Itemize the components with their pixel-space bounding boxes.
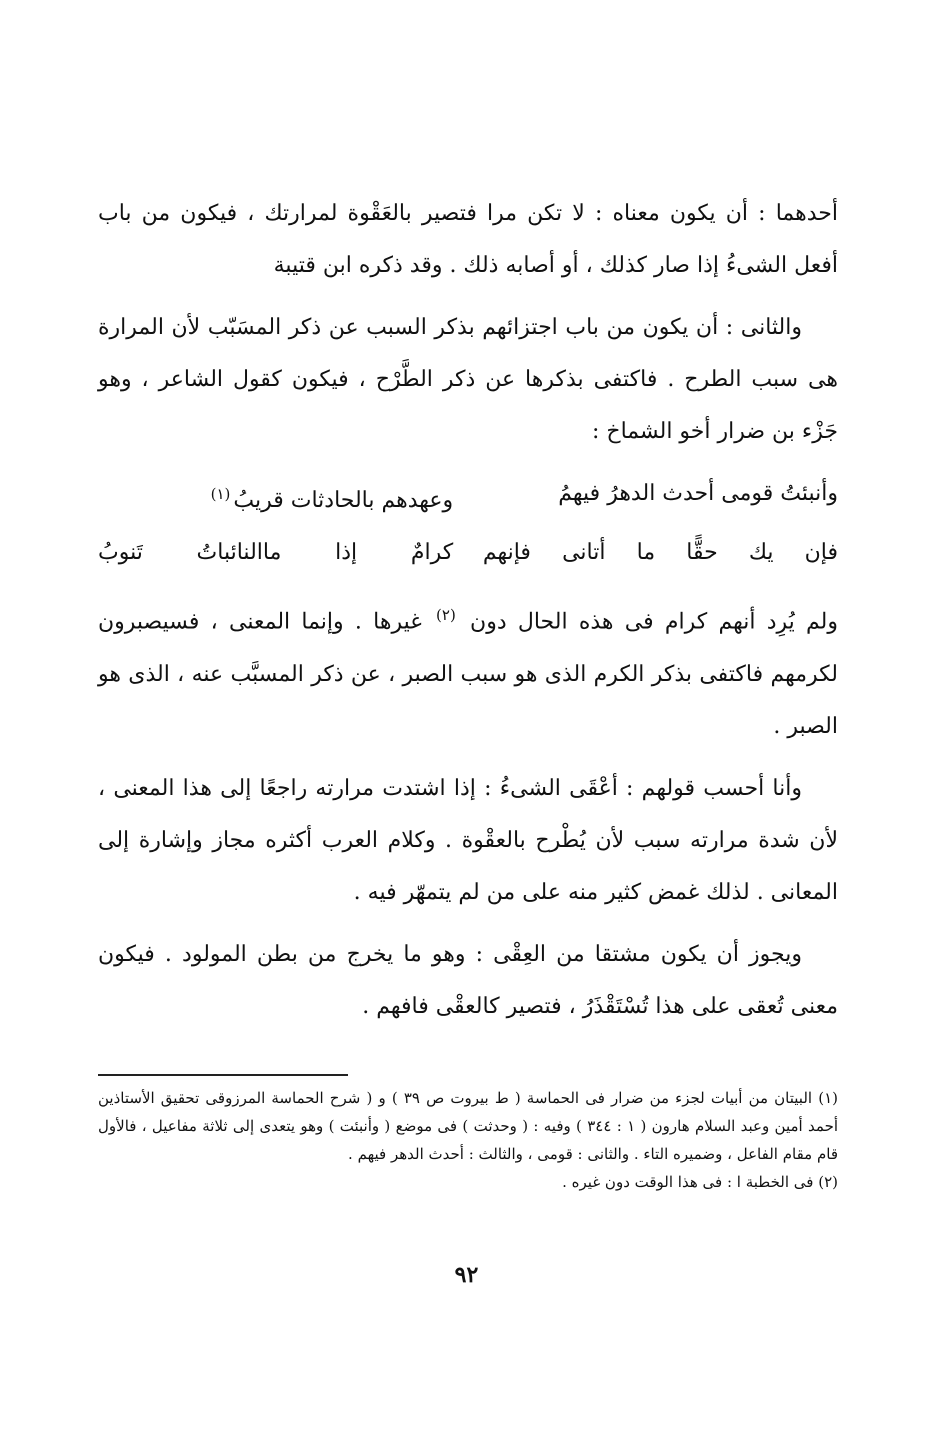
paragraph-4: وأنا أحسب قولهم : أعْقَى الشىءُ : إذا اشتدت مرارته راجعًا إلى هذا المعنى ، لأن شدة مرارته سبب لأن يُطْرح بالعقْوة . وكلام العرب أكثره مجاز وإشارة إلى المعانى . لذلك غمض كثير منه على من لم يتمهّر فيه . (98, 775, 838, 905)
footnotes (98, 1084, 838, 1196)
verse-line-2 (98, 527, 838, 579)
verse-2-second-half: كرامٌ إذا ماالنائباتُ تَنوبُ (98, 540, 454, 566)
verse-1-first-half: وأنبئتُ قومى أحدث الدهرُ فيهمُ (558, 481, 838, 506)
verse-line-1 (98, 468, 838, 527)
main-text (98, 188, 838, 1043)
paragraph-5: ويجوز أن يكون مشتقا من العِقْى : وهو ما يخرج من بطن المولود . فيكون معنى تُعقى على هذا تُسْتَقْذَرُ ، فتصير كالعقْى فافهم . (98, 941, 838, 1019)
verse-2-first-half: فإن يك حقًّا ما أتانى فإنهم (482, 540, 838, 566)
footnote-ref-2: (٢) (436, 606, 456, 625)
footnote-divider (98, 1074, 348, 1076)
paragraph-3 (98, 589, 838, 752)
paragraph-2: والثانى : أن يكون من باب اجتزائهم بذكر السبب عن ذكر المسَبّب لأن المرارة هى سبب الطرح . فاكتفى بذكرها عن ذكر الطَّرْح ، فيكون كقول الشاعر ، وهو جَزْء بن ضرار أخو الشماخ : (98, 315, 838, 444)
page-number: ٩٢ (454, 1262, 479, 1288)
paragraph-3-part-1: ولم يُرِد أنهم كرام فى هذه الحال دون (458, 609, 838, 635)
footnote-ref-1: (١) (210, 485, 231, 503)
verse-1-second-half: وعهدهم بالحادثات قريبُ (233, 488, 454, 514)
paragraph-1: أحدهما : أن يكون معناه : لا تكن مرا فتصير بالعَقْوة لمرارتك ، فيكون من باب أفعل الشىءُ إذا صار كذلك ، أو أصابه ذلك . وقد ذكره ابن قتيبة (98, 201, 838, 278)
footnote-2: (٢) فى الخطبة ا : فى هذا الوقت دون غيره . (562, 1173, 838, 1191)
paragraph-3-part-2: غيرها . وإنما المعنى ، فسيصبرون لكرمهم فاكتفى بذكر الكرم الذى هو سبب الصبر ، عن ذكر المسبَّب عنه ، الذى هو الصبر . (98, 609, 838, 739)
footnote-1: (١) البيتان من أبيات لجزء من ضرار فى الحماسة ( ط بيروت ص ٣٩ ) و ( شرح الحماسة المرزوقى تحقيق الأستاذين أحمد أمين وعبد السلام هارون ( ١ : ٣٤٤ ) وفيه : ( وحدثت ) فى موضع ( وأنبئت ) وهو يتعدى إلى ثلاثة مفاعيل ، فالأول قام مقام الفاعل ، وضميره التاء . والثانى : قومى ، والثالث : أحدث الدهر فيهم . (98, 1089, 839, 1163)
